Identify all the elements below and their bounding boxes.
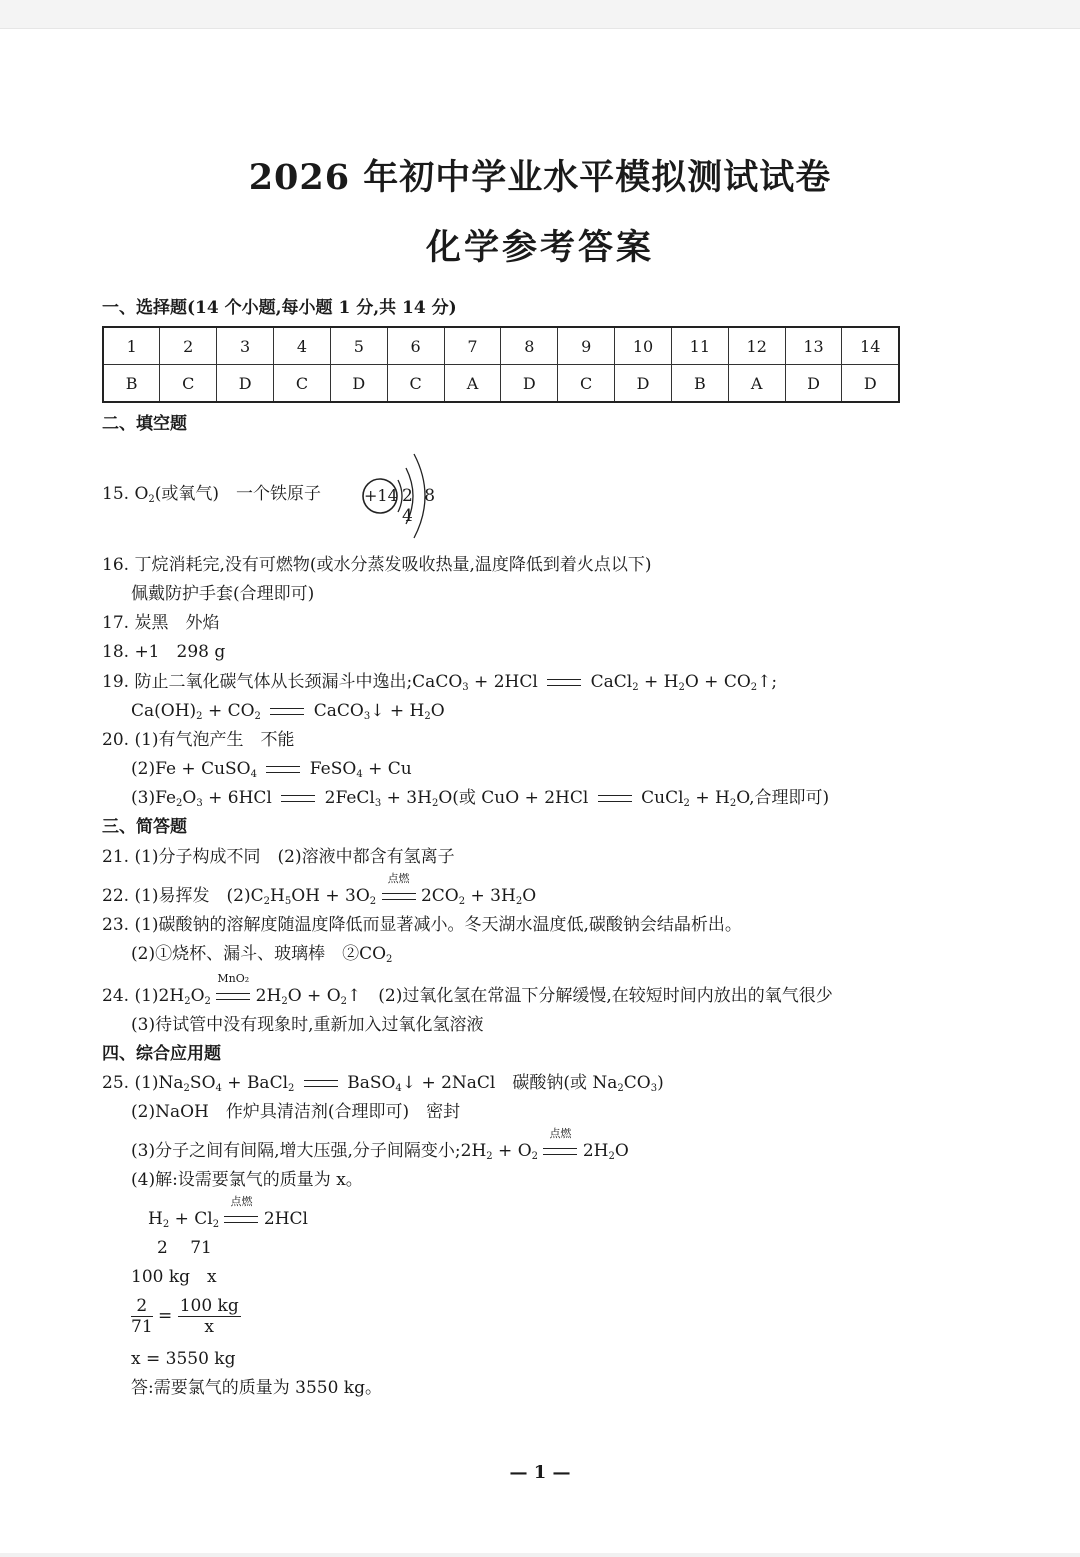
table-cell: 8 [501, 327, 558, 365]
q25-line1: 25. $(1)Na_2SO_4$ + BaCl$_2$ BaSO$_4$↓ + 2NaCl 碳酸钠(或 $Na_2CO_3$) [102, 1073, 664, 1094]
table-cell: B [671, 365, 728, 403]
q23-line2: (2)①烧杯、漏斗、玻璃棒 $②CO_2$ [131, 944, 393, 965]
table-cell: 6 [387, 327, 444, 365]
q24-line1: 24. $(1)2H_2O_2$ MnO₂ $2H_2O$ + $O_2↑$ (2)过氧化氢在常温下分解缓慢,在较短时间内放出的氧气很少 [102, 972, 833, 1007]
q20-line3: $(3)Fe_2O_3 + 6HCl$ 2FeCl$_3$ + $3H_2O$(或 CuO + 2HCl CuCl$_2$ + $H_2O$,合理即可) [131, 788, 830, 809]
table-cell: 3 [217, 327, 274, 365]
page-title: 2026 年初中学业水平模拟测试试卷 [248, 157, 832, 198]
q25-ratio: 2 71 [157, 1238, 212, 1258]
q24-line2: (3)待试管中没有现象时,重新加入过氧化氢溶液 [131, 1015, 484, 1035]
q21-answer: 21. (1)分子构成不同 (2)溶液中都含有氢离子 [102, 847, 455, 867]
answer-table-numbers-row [103, 327, 899, 365]
fraction-right: $\frac{100 kg}{x}$ [179, 1296, 239, 1337]
fraction-left: $\frac{2}{71}$ [131, 1296, 153, 1337]
page-subtitle: 化学参考答案 [425, 227, 654, 268]
q22-answer: 22. (1)易挥发 $(2)C_2H_5OH + 3O_2$ 点燃 $2CO_2 + 3H_2O$ [102, 872, 537, 907]
section1-heading: 一、选择题(14 个小题,每小题 1 分,共 14 分) [102, 298, 457, 318]
table-cell: C [160, 365, 217, 403]
table-cell: 2 [160, 327, 217, 365]
atom-structure-diagram [360, 440, 460, 550]
q18-answer: 18. +1 298 g [102, 642, 226, 662]
table-cell: D [785, 365, 842, 403]
q25-equation: $H_2 + Cl_2$ 点燃 2HCl [148, 1195, 308, 1230]
table-cell: 1 [103, 327, 160, 365]
q25-result: x = 3550 kg [131, 1349, 236, 1369]
section2-heading: 二、填空题 [102, 414, 187, 434]
table-cell: 14 [842, 327, 899, 365]
nucleus-charge: +14 [364, 486, 398, 505]
table-cell: C [274, 365, 331, 403]
answer-table-answers-row [103, 365, 899, 403]
section3-heading: 三、简答题 [102, 817, 187, 837]
q15-answer: 15. $O_2$(或氧气) 一个铁原子 [102, 484, 322, 505]
electron-shells: 2 8 4 [402, 486, 439, 526]
table-cell: 13 [785, 327, 842, 365]
q25-line4: (4)解:设需要氯气的质量为 x。 [131, 1170, 363, 1190]
table-cell: 7 [444, 327, 501, 365]
table-cell: 9 [558, 327, 615, 365]
q16-line1: 16. 丁烷消耗完,没有可燃物(或水分蒸发吸收热量,温度降低到着火点以下) [102, 555, 652, 575]
q17-answer: 17. 炭黑 外焰 [102, 613, 220, 633]
table-cell: D [615, 365, 672, 403]
table-cell: D [842, 365, 899, 403]
table-cell: D [501, 365, 558, 403]
table-cell: B [103, 365, 160, 403]
answer-table [102, 326, 900, 403]
table-cell: 10 [615, 327, 672, 365]
bottom-edge [0, 1553, 1080, 1557]
q20-line1: 20. (1)有气泡产生 不能 [102, 730, 295, 750]
section4-heading: 四、综合应用题 [102, 1044, 221, 1064]
table-cell: A [728, 365, 785, 403]
table-cell: 12 [728, 327, 785, 365]
q25-final-answer: 答:需要氯气的质量为 3550 kg。 [131, 1378, 382, 1398]
table-cell: 5 [330, 327, 387, 365]
table-cell: D [217, 365, 274, 403]
table-cell: D [330, 365, 387, 403]
q20-line2: (2)Fe + CuSO$_4$ FeSO$_4$ + Cu [131, 759, 412, 780]
q23-line1: 23. (1)碳酸钠的溶解度随温度降低而显著减小。冬天湖水温度低,碳酸钠会结晶析出。 [102, 915, 742, 935]
table-cell: A [444, 365, 501, 403]
top-edge [0, 0, 1080, 29]
q19-line1: 19. 防止二氧化碳气体从长颈漏斗中逸出;CaCO$_3$ + 2HCl CaCl$_2$ + $H_2O$ + $CO_2↑$; [102, 672, 778, 693]
q25-line3: (3)分子之间有间隔,增大压强,分子间隔变小$;2H_2 + O_2$ 点燃 $2H_2O$ [131, 1127, 629, 1162]
table-cell: C [387, 365, 444, 403]
page-number: — 1 — [509, 1462, 571, 1483]
q25-line2: (2)NaOH 作炉具清洁剂(合理即可) 密封 [131, 1102, 461, 1122]
table-cell: 11 [671, 327, 728, 365]
q19-line2: $Ca(OH)_2 + CO_2$ CaCO$_3$↓ + $H_2O$ [131, 701, 445, 722]
q25-masses: 100 kg x [131, 1267, 217, 1287]
q25-proportion: $\frac{2}{71}$ = $\frac{100 kg}{x}$ [131, 1296, 239, 1337]
q16-line2: 佩戴防护手套(合理即可) [131, 584, 315, 604]
table-cell: C [558, 365, 615, 403]
table-cell: 4 [274, 327, 331, 365]
